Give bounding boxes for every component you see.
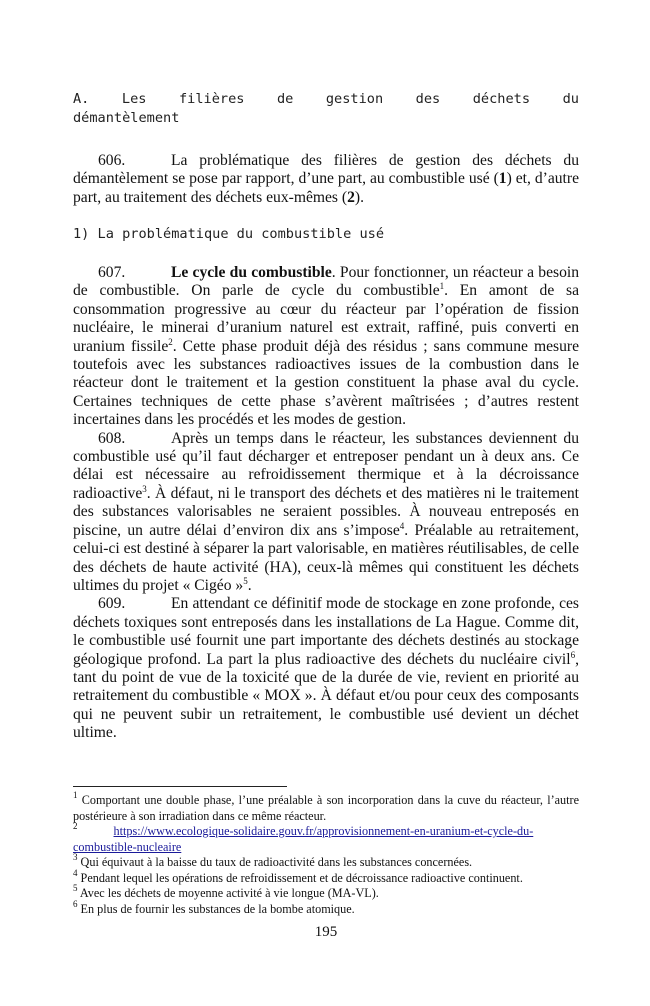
- footnote-ref[interactable]: 3: [142, 483, 147, 494]
- footnote-ref[interactable]: 5: [243, 575, 248, 586]
- footnote-ref[interactable]: 1: [439, 281, 445, 292]
- heading-word: A.: [73, 91, 90, 107]
- paragraph-608: 608. Après un temps dans le réacteur, les substances deviennent du combustible usé qu’il faut décharger et entreposer pendant un à deux ans. Ce délai est nécessaire au refroidissement thermique et à la décroissance radioactive$^3$. À défaut, ni le transport des déchets et des matières ni le traitement des substances valorisables ne seraient possibles. À nouveau entreposés en piscine, un autre délai d’environ dix ans s’impose$^4$. Préalable au retraitement, celui-ci est destiné à séparer la part valorisable, en matières réutilisables, de celle des déchets de haute activité (HA), ceux-là mêmes qui constituent les déchets ultimes du projet « Cigéo »$^5$.: [73, 429, 579, 594]
- heading-word: des: [415, 91, 441, 107]
- footnote-5: $^5$ Avec les déchets de moyenne activité à vie longue (MA-VL).: [73, 883, 379, 900]
- paragraph-number: 607.: [98, 264, 126, 281]
- footnote-3: $^3$ Qui équivaut à la baisse du taux de radioactivité dans les substances concernées.: [73, 852, 473, 869]
- heading-word: Les: [121, 91, 147, 107]
- paragraph-number: 606.: [98, 152, 126, 169]
- paragraphs-607-609: [73, 264, 579, 743]
- footnote-ref[interactable]: 6: [570, 649, 576, 660]
- heading-word: de: [276, 91, 294, 107]
- heading-word: déchets: [472, 91, 531, 107]
- bold-lead: Le cycle du combustible: [171, 264, 332, 281]
- heading-word: du: [562, 91, 579, 107]
- footnotes: [73, 790, 580, 917]
- page-number: 195: [314, 924, 338, 940]
- footnote-ref[interactable]: 2: [168, 336, 173, 347]
- heading-word: filières: [178, 91, 245, 107]
- footnote-separator: [73, 786, 287, 787]
- footnote-ref[interactable]: 4: [399, 520, 405, 531]
- section-heading-a-line1: [73, 90, 579, 109]
- footnote-1: $^1$ Comportant une double phase, l’une préalable à son incorporation dans la cuve du réacteur, l’autre postérieure à son irradiation dans ce même réacteur.: [73, 790, 580, 823]
- paragraph-609: 609. En attendant ce définitif mode de stockage en zone profonde, ces déchets toxiques sont entreposés dans les installations de La Hague. Comme dit, le combustible usé fournit une part importante des déchets destinés au stockage géologique profond. La part la plus radioactive des déchets du nucléaire civil$^6$, tant du point de vue de la toxicité que de la durée de vie, revient en priorité au retraitement du combustible « MOX ». À défaut et/ou pour ceux des composants qui ne peuvent subir un retraitement, le combustible usé devient un déchet ultime.: [73, 595, 579, 742]
- subsection-heading-1: 1) La problématique du combustible usé: [73, 226, 384, 242]
- footnote-6: $^6$ En plus de fournir les substances de la bombe atomique.: [73, 898, 355, 916]
- paragraph-607: 607. Le cycle du combustible. Pour fonctionner, un réacteur a besoin de combustible. On parle de cycle du combustible$^1$. En amont de sa consommation progressive au cœur du réacteur par l’opération de fission nucléaire, le minerai d’uranium naturel est extrait, raffiné, puis converti en uranium fissile$^2$. Cette phase produit déjà des résidus ; sans commune mesure toutefois avec les substances radioactives issues de la combustion dans le réacteur dont le traitement et la gestion constituent la phase aval du cycle. Certaines techniques de cette phase s’avèrent maîtrisées ; d’autres restent incertaines dans les procédés et les modes de gestion.: [73, 264, 579, 429]
- footnote-4: $^4$ Pendant lequel les opérations de refroidissement et de décroissance radioactive continuent.: [73, 867, 523, 885]
- paragraph-number: 608.: [98, 429, 126, 447]
- paragraph-number: 609.: [98, 595, 126, 613]
- paragraph-606: 606. La problématique des filières de gestion des déchets du démantèlement se pose par rapport, d’une part, au combustible usé (1) et, d’autre part, au traitement des déchets eux-mêmes (2).: [73, 152, 579, 206]
- footnote-2: $^2$ https://www.ecologique-solidaire.gouv.fr/approvisionnement-en-uranium-et-cycle-du-combustible-nucleaire: [73, 821, 534, 854]
- heading-word: gestion: [325, 91, 384, 107]
- section-heading-a-line2: démantèlement: [73, 110, 180, 126]
- footnote-link[interactable]: https://www.ecologique-solidaire.gouv.fr/approvisionnement-en-uranium-et-cycle-du-combustible-nucleaire: [73, 824, 534, 854]
- section-heading-a: [73, 90, 579, 128]
